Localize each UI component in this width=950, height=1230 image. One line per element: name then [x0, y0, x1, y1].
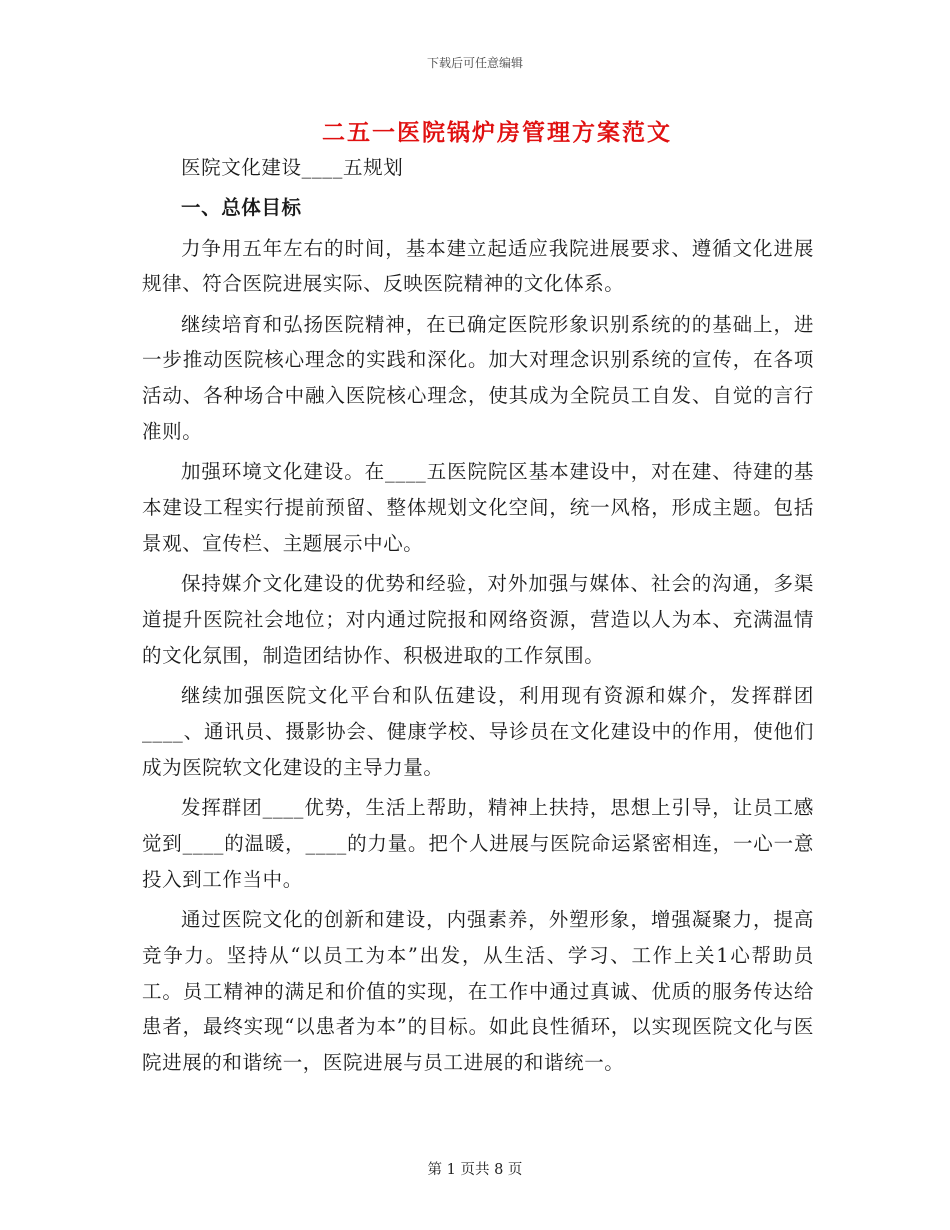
body-paragraph: 加强环境文化建设。在____五医院院区基本建设中，对在建、待建的基本建设工程实行提前预留、整体规划文化空间，统一风格，形成主题。包括景观、宣传栏、主题展示中心。	[142, 460, 814, 555]
document-body	[142, 150, 814, 1085]
body-paragraph: 通过医院文化的创新和建设，内强素养，外塑形象，增强凝聚力，提高竞争力。坚持从“以员工为本”出发，从生活、学习、工作上关1心帮助员工。员工精神的满足和价值的实现，在工作中通过真诚、优质的服务传达给患者，最终实现“以患者为本”的目标。如此良性循环，以实现医院文化与医院进展的和谐统一，医院进展与员工进展的和谐统一。	[142, 907, 814, 1075]
body-paragraph: 继续培育和弘扬医院精神，在已确定医院形象识别系统的的基础上，进一步推动医院核心理念的实践和深化。加大对理念识别系统的宣传，在各项活动、各种场合中融入医院核心理念，使其成为全院员工自发、自觉的言行准则。	[142, 312, 814, 444]
document-title: 二五一医院锅炉房管理方案范文	[322, 119, 672, 146]
body-paragraph: 继续加强医院文化平台和队伍建设，利用现有资源和媒介，发挥群团____、通讯员、摄影协会、健康学校、导诊员在文化建设中的作用，使他们成为医院软文化建设的主导力量。	[142, 684, 814, 779]
body-paragraph: 力争用五年左右的时间，基本建立起适应我院进展要求、遵循文化进展规律、符合医院进展实际、反映医院精神的文化体系。	[142, 236, 814, 296]
subtitle-paragraph: 医院文化建设____五规划	[181, 156, 404, 179]
body-paragraph: 保持媒介文化建设的优势和经验，对外加强与媒体、社会的沟通，多渠道提升医院社会地位；对内通过院报和网络资源，营造以人为本、充满温情的文化氛围，制造团结协作、积极进取的工作氛围。	[142, 572, 814, 667]
page-number: 第 1 页共 8 页	[427, 1162, 523, 1178]
body-paragraph: 发挥群团____优势，生活上帮助，精神上扶持，思想上引导，让员工感觉到____的温暖，____的力量。把个人进展与医院命运紧密相连，一心一意投入到工作当中。	[142, 796, 814, 891]
section-heading: 一、总体目标	[181, 196, 302, 220]
page-header-note: 下载后可任意编辑	[426, 56, 523, 70]
